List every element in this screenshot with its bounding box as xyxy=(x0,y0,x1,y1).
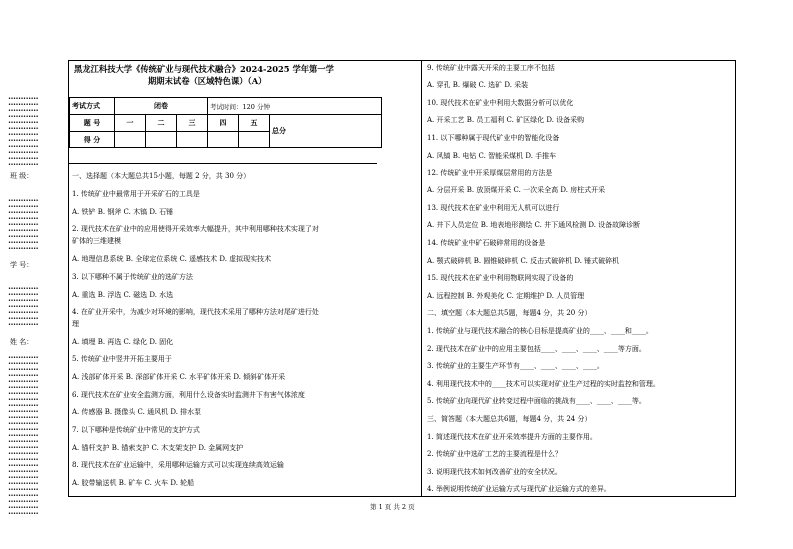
question-options: A. 地理信息系统 B. 全球定位系统 C. 遥感技术 D. 虚拟现实技术 xyxy=(72,255,272,263)
question-options: A. 锚杆支护 B. 锚索支护 C. 木支架支护 D. 金属网支护 xyxy=(72,444,244,452)
exam-title-line2: 期期末试卷（区域特色课）（A） xyxy=(148,76,267,86)
page-number: 第 1 页 共 2 页 xyxy=(370,503,415,511)
question-options: A. 风镐 B. 电钻 C. 智能采煤机 D. 手推车 xyxy=(427,152,557,160)
exam-time: 考试时间：120 分钟 xyxy=(208,98,382,115)
question-options: A. 传感器 B. 摄像头 C. 通风机 D. 排水泵 xyxy=(72,408,202,416)
question-stem: 9. 传统矿业中露天开采的主要工序不包括 xyxy=(427,64,555,72)
score-cell[interactable] xyxy=(115,132,146,148)
fill-in-question: 2. 现代技术在矿业中的应用主要包括____、____、____、____等方面。 xyxy=(427,345,646,353)
question-options: A. 铁铲 B. 钢斧 C. 木镐 D. 石锤 xyxy=(72,208,174,216)
score-cell[interactable] xyxy=(146,132,177,148)
exam-title-line1: 黑龙江科技大学《传统矿业与现代技术融合》2024-2025 学年第一学 xyxy=(74,64,334,74)
fill-in-question: 5. 传统矿业向现代矿业转变过程中面临的挑战有____、____、____等。 xyxy=(427,397,646,405)
info-table xyxy=(69,97,382,148)
question-options: A. 浅部矿体开采 B. 深部矿体开采 C. 水平矿体开采 D. 倾斜矿体开采 xyxy=(72,373,286,381)
question-stem: 12. 传统矿业中开采厚煤层常用的方法是 xyxy=(427,169,553,177)
short-answer-question: 4. 举例说明传统矿业运输方式与现代矿业运输方式的差异。 xyxy=(427,485,611,493)
section-heading: 一、选择题（本大题总共15小题，每题 2 分，共 30 分） xyxy=(72,172,251,180)
question-options: A. 颚式破碎机 B. 圆锥破碎机 C. 反击式破碎机 D. 锤式破碎机 xyxy=(427,257,620,265)
fill-in-question: 3. 传统矿业的主要生产环节有____、____、____、____。 xyxy=(427,362,604,370)
section-heading: 三、简答题（本大题总共6题，每题4 分，共 24 分） xyxy=(427,415,592,423)
question-options: A. 分层开采 B. 放顶煤开采 C. 一次采全高 D. 房柱式开采 xyxy=(427,186,606,194)
question-stem: 4. 在矿业开采中，为减少对环境的影响，现代技术采用了哪种方法对尾矿进行处 xyxy=(72,308,319,316)
fill-in-question: 4. 利用现代技术中的____技术可以实现对矿业生产过程的实时监控和管理。 xyxy=(427,380,660,388)
short-answer-question: 1. 简述现代技术在矿业开采效率提升方面的主要作用。 xyxy=(427,433,597,441)
question-options: A. 开采工艺 B. 员工福利 C. 矿区绿化 D. 设备采购 xyxy=(427,116,585,124)
question-stem: 3. 以下哪种不属于传统矿业的选矿方法 xyxy=(72,273,193,281)
question-stem: 6. 现代技术在矿业安全监测方面，利用什么设备实时监测井下有害气体浓度 xyxy=(72,391,305,399)
score-cell[interactable] xyxy=(177,132,208,148)
score-cell[interactable] xyxy=(208,132,239,148)
section-header: 一 xyxy=(115,115,146,132)
separator-line xyxy=(69,163,377,164)
class-label: 班 级： xyxy=(10,172,34,180)
fill-in-question: 1. 传统矿业与现代技术融合的核心目标是提高矿业的____、____和____。 xyxy=(427,327,653,335)
question-stem: 15. 现代技术在矿业中利用物联网实现了设备的 xyxy=(427,274,574,282)
question-stem: 11. 以下哪种属于现代矿业中的智能化设备 xyxy=(427,134,560,142)
binding-dots: •••••••••••• •••••••••••• •••••••••••• •••••••••••• •••••••••••• •••••••••••• •••••••••••• •••••••••••• •••••••••••• •••••••••••• •••••••••••• •••••••••••• xyxy=(8,96,39,168)
question-stem: 2. 现代技术在矿业中的应用使得开采效率大幅提升，其中利用哪种技术实现了对 xyxy=(72,225,319,233)
question-options: A. 填埋 B. 再选 C. 绿化 D. 固化 xyxy=(72,338,174,346)
exam-method-value: 闭卷 xyxy=(115,98,208,115)
exam-method-label: 考试方式 xyxy=(70,98,115,115)
question-options: A. 穿孔 B. 爆破 C. 选矿 D. 采装 xyxy=(427,81,529,89)
binding-dots: •••••••••••• •••••••••••• •••••••••••• •••••••••••• •••••••••••• •••••••••••• •••••••••••• •••••••••••• •••••••••••• •••••••••••• •••••••••••• •••••••••••• •••••••••••• •••••••••••• •••••••••••• •••••••••••• •••••••••••• •••••••••••• •••••••••••• •••••••••••• •••••••••••• •••••••••••• •••••••••••• •••••••••••• •••••••••••• •••••••••••• •••••••••••• xyxy=(8,355,39,517)
section-header: 五 xyxy=(239,115,270,132)
total-label: 总分 xyxy=(270,115,382,148)
name-label: 姓 名： xyxy=(10,338,34,346)
short-answer-question: 3. 说明现代技术如何改善矿业的安全状况。 xyxy=(427,468,562,476)
question-stem: 理 xyxy=(72,320,79,328)
question-stem: 8. 现代技术在矿业运输中，采用哪种运输方式可以实现连续高效运输 xyxy=(72,461,284,469)
question-no-label: 题 号 xyxy=(70,115,115,132)
short-answer-question: 2. 传统矿业中选矿工艺的主要流程是什么？ xyxy=(427,450,562,458)
binding-dots: •••••••••••• •••••••••••• •••••••••••• •••••••••••• •••••••••••• •••••••••••• •••••••••••• xyxy=(8,286,39,328)
score-cell[interactable] xyxy=(239,132,270,148)
question-stem: 5. 传统矿业中竖井开拓主要用于 xyxy=(72,355,172,363)
student-id-label: 学 号： xyxy=(10,261,34,269)
section-header: 四 xyxy=(208,115,239,132)
question-options: A. 重选 B. 浮选 C. 磁选 D. 水选 xyxy=(72,291,174,299)
question-stem: 13. 现代技术在矿业中利用无人机可以进行 xyxy=(427,204,560,212)
question-options: A. 远程控制 B. 外观美化 C. 定期维护 D. 人员管理 xyxy=(427,292,585,300)
question-options: A. 井下人员定位 B. 地表地形测绘 C. 井下通风检测 D. 设备故障诊断 xyxy=(427,221,641,229)
question-stem: 1. 传统矿业中最常用于开采矿石的工具是 xyxy=(72,190,200,198)
question-stem: 7. 以下哪种是传统矿业中常见的支护方式 xyxy=(72,426,200,434)
score-label: 得 分 xyxy=(70,132,115,148)
section-heading: 二、填空题（本大题总共5题，每题4 分，共 20 分） xyxy=(427,309,592,317)
binding-dots: •••••••••••• •••••••••••• •••••••••••• •••••••••••• •••••••••••• •••••••••••• •••••••••••• •••••••••••• •••••••••••• xyxy=(8,198,39,252)
column-divider xyxy=(421,60,422,497)
section-header: 三 xyxy=(177,115,208,132)
question-stem: 矿体的三维建模 xyxy=(72,237,121,245)
question-stem: 10. 现代技术在矿业中利用大数据分析可以优化 xyxy=(427,99,574,107)
question-stem: 14. 传统矿业中矿石破碎常用的设备是 xyxy=(427,239,546,247)
section-header: 二 xyxy=(146,115,177,132)
question-options: A. 胶带输送机 B. 矿车 C. 火车 D. 轮船 xyxy=(72,479,195,487)
